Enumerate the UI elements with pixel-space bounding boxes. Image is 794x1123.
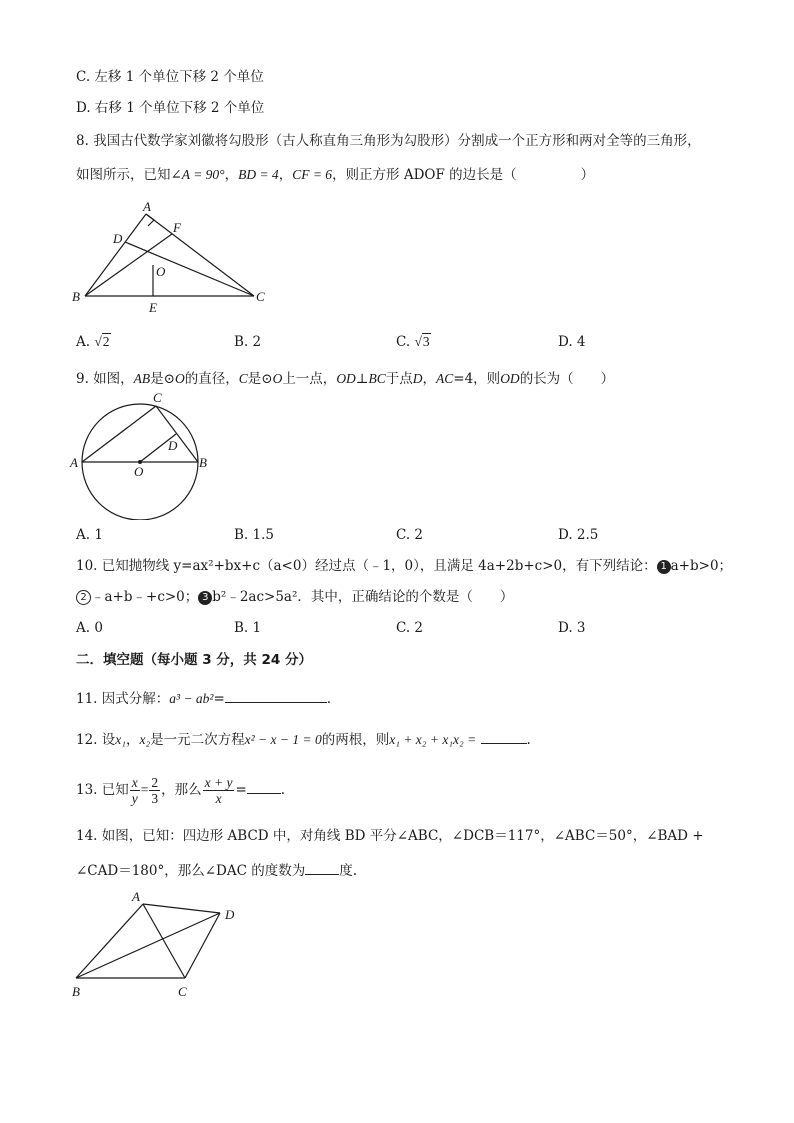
q9-label-c: C [153,390,162,405]
q9-option-b[interactable]: B. 1.5 [234,527,274,543]
q8-close-paren: ） [580,167,595,183]
q8-label-d: D [113,231,123,246]
q9-option-a[interactable]: A. 1 [76,527,103,543]
q8-angle-a: ∠A = 90° [170,167,225,182]
q7-option-d[interactable]: D. 右移 1 个单位下移 2 个单位 [76,100,265,116]
q11-stem: 11. 因式分解：a³ − ab²= . [76,688,331,708]
q8-options [76,333,716,351]
q9-option-c[interactable]: C. 2 [396,527,424,543]
q10-option-c[interactable]: C. 2 [396,620,424,636]
circled-number-2: 2 [76,590,91,605]
q8-option-d[interactable]: D. 4 [558,334,586,350]
q8-bd: BD = 4 [238,167,279,182]
q8-stem-line2: 如图所示，已知∠A = 90°，BD = 4，CF = 6，则正方形 ADOF 的边长是（ ） [76,167,595,183]
q9-stem: 9. 如图，AB是⊙O的直径，C是⊙O上一点，OD⊥BC于点D，AC=4，则OD的长为（ ） [76,371,615,387]
q9-figure [68,388,218,520]
fraction-x-over-y: $\frac{x}{y}$ [131,775,138,806]
q8-label-f: F [173,220,181,235]
q14-label-b: B [72,984,80,999]
q14-answer-blank[interactable] [305,860,339,875]
q9-label-d: D [168,438,178,453]
q8-cf: CF = 6 [292,167,333,182]
q8-text: 如图所示，已知 [76,167,171,183]
q8-option-c[interactable]: C. √3 [396,334,430,350]
circled-number-3: 3 [198,591,212,605]
q10-options [76,619,716,637]
fraction-2-over-3: $\frac{2}{3}$ [151,775,159,806]
q14-figure [68,886,252,1004]
q11-answer-blank[interactable] [225,688,327,703]
q14-label-a: A [132,889,140,904]
q8-figure [70,198,280,316]
q9-label-b: B [199,455,207,470]
sqrt-symbol: √3 [414,334,430,349]
sqrt-symbol: √2 [94,334,110,349]
q8-label-b: B [72,289,80,304]
q8-text-post: ，则正方形 ADOF 的边长是（ [332,167,517,183]
section-title: 二．填空题（每小题 3 分，共 24 分） [76,652,312,668]
q10-stem-line2: 2 ﹣a+b﹣+c>0； 3 b²﹣2ac>5a²．其中，正确结论的个数是（ ） [76,588,513,606]
q7-option-c[interactable]: C. 左移 1 个单位下移 2 个单位 [76,69,264,85]
q14-label-d: D [225,907,235,922]
circled-number-1: 1 [657,560,671,574]
q8-label-c: C [256,289,265,304]
q10-option-d[interactable]: D. 3 [558,620,586,636]
q10-option-b[interactable]: B. 1 [234,620,262,636]
q14-label-c: C [178,984,187,999]
q13-answer-blank[interactable] [247,779,281,794]
q9-options [76,526,716,544]
q9-label-a: A [70,455,78,470]
q10-stem-line1: 10. 已知抛物线 y=ax²+bx+c（a<0）经过点（﹣1，0），且满足 4a+2b+c>0，有下列结论： 1 a+b>0； [76,558,733,574]
q12-answer-blank[interactable] [481,729,527,744]
q8-label-e: E [149,300,157,315]
q14-stem-line1: 14. 如图，已知：四边形 ABCD 中，对角线 BD 平分∠ABC，∠DCB＝117°，∠ABC＝50°，∠BAD + [76,828,704,844]
q14-stem-line2: ∠CAD＝180°，那么∠DAC 的度数为 度. [76,860,357,880]
q8-label-o: O [156,264,166,279]
q8-label-a: A [143,199,151,214]
q8-option-b[interactable]: B. 2 [234,334,262,350]
q9-label-o: O [134,464,144,479]
q10-option-a[interactable]: A. 0 [76,620,103,636]
q8-stem-line1: 8. 我国古代数学家刘徽将勾股形（古人称直角三角形为勾股形）分割成一个正方形和两对全等的三角形， [76,133,701,149]
q8-option-a[interactable]: A. √2 [76,334,110,350]
q12-stem: 12. 设x₁，x₂是一元二次方程x² − x − 1 = 0的两根，则x₁ + x₂ + x₁x₂ = . [76,729,531,749]
q13-stem: 13. 已知 $\frac{x}{y}$ = $\frac{2}{3}$ ，那么 $\frac{x + y}{x}$ = . [76,775,286,806]
fraction-xy-over-x: $\frac{x + y}{x}$ [204,775,233,806]
q9-option-d[interactable]: D. 2.5 [558,527,599,543]
